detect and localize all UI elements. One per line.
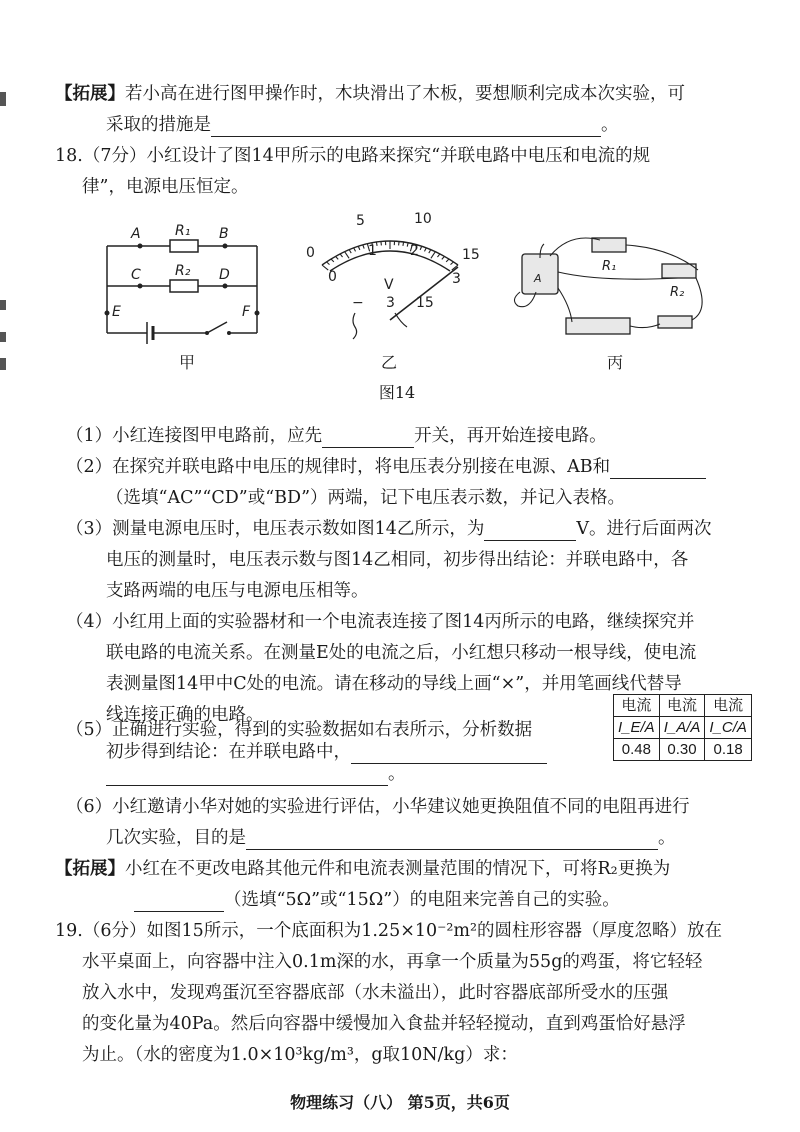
dial-tick xyxy=(437,254,439,257)
q18-part-5 xyxy=(66,718,532,742)
label-a: A xyxy=(131,226,141,242)
dial-tick xyxy=(429,250,431,253)
answer-blank[interactable] xyxy=(322,427,414,448)
table-header: 电流 xyxy=(614,695,660,717)
answer-blank[interactable] xyxy=(351,743,547,764)
figure-label-yi: 乙 xyxy=(380,353,397,372)
q18-part-4b xyxy=(106,641,696,665)
switch xyxy=(658,316,692,328)
dial-tick xyxy=(442,256,445,259)
dial-tick xyxy=(331,259,334,262)
photo-label-r2: R₂ xyxy=(670,285,685,300)
extension-2-line-1 xyxy=(55,857,670,881)
question-text: 联电路的电流关系。在测量E处的电流之后，小红想只移动一根导线，使电流 xyxy=(106,643,697,663)
q18-part-2 xyxy=(66,455,706,479)
extension-2-line-2 xyxy=(134,888,620,912)
dial-tick xyxy=(340,254,342,257)
dial-label-0-inner: 0 xyxy=(328,269,337,285)
terminal-3: 3 xyxy=(386,295,395,311)
figure-label-bing: 丙 xyxy=(606,353,623,372)
question-19-line-2 xyxy=(82,950,702,974)
label-f: F xyxy=(242,304,251,320)
voltmeter-dial-yi xyxy=(300,205,480,340)
sentence-end: 。 xyxy=(601,115,619,135)
table-cell: 0.18 xyxy=(705,739,752,761)
node-b xyxy=(223,244,228,249)
wire-end xyxy=(395,313,407,327)
label-e: E xyxy=(112,304,121,320)
figure-caption: 图14 xyxy=(378,383,416,402)
dial-tick xyxy=(424,248,426,252)
extension-line-2 xyxy=(106,113,619,137)
voltmeter-unit: V xyxy=(384,277,394,293)
q18-part-3 xyxy=(66,517,712,541)
switch-contact xyxy=(227,331,231,335)
answer-blank[interactable] xyxy=(610,458,706,479)
question-text: 电压的测量时，电压表示数与图14乙相同，初步得出结论：并联电路中，各 xyxy=(106,550,689,570)
node-a xyxy=(138,244,143,249)
sentence-end: 。 xyxy=(388,764,406,784)
q18-part-4c xyxy=(106,672,682,696)
question-19-line-5 xyxy=(82,1043,518,1067)
question-text: （选填“AC”“CD”或“BD”）两端，记下电压表示数，并记入表格。 xyxy=(106,488,626,508)
dial-tick xyxy=(451,262,454,265)
table-header: 电流 xyxy=(705,695,752,717)
terminal-15: 15 xyxy=(416,295,434,311)
question-text: 为止。（水的密度为1.0×10³kg/m³，g取10N/kg）求： xyxy=(82,1045,518,1065)
margin-mark xyxy=(0,358,6,370)
battery-box xyxy=(566,318,630,334)
figure-label-jia: 甲 xyxy=(178,353,195,372)
dial-tick xyxy=(327,262,330,265)
dial-ticks xyxy=(322,241,458,270)
terminal-negative: − xyxy=(352,295,364,311)
question-text: （选填“5Ω”或“15Ω”）的电阻来完善自己的实验。 xyxy=(224,890,620,910)
sentence-end: 。 xyxy=(658,828,676,848)
question-19-line-4 xyxy=(82,1012,686,1036)
table-header: 电流 xyxy=(659,695,705,717)
question-19-line-1 xyxy=(55,919,722,943)
node-f xyxy=(255,311,260,316)
circuit-diagram-jia xyxy=(95,218,275,348)
q18-part-2b xyxy=(106,486,625,510)
answer-blank[interactable] xyxy=(484,520,576,541)
question-text: 几次实验，目的是 xyxy=(106,828,246,848)
question-text: 线连接正确的电路。 xyxy=(106,705,264,725)
question-18-header xyxy=(55,144,650,168)
dial-label-3: 3 xyxy=(452,271,461,287)
answer-blank[interactable] xyxy=(106,765,388,786)
node-e xyxy=(105,311,110,316)
dial-tick xyxy=(363,245,364,249)
dial-tick xyxy=(403,242,404,246)
question-text: （3）测量电源电压时，电压表示数如图14乙所示，为 xyxy=(66,519,485,539)
q18-part-6 xyxy=(66,795,690,819)
dial-tick xyxy=(431,252,435,259)
dial-tick xyxy=(420,246,422,250)
label-b: B xyxy=(219,226,229,242)
dial-label-5: 5 xyxy=(356,213,365,229)
q18-part-3b xyxy=(106,548,688,572)
margin-mark xyxy=(0,332,6,342)
current-data-table xyxy=(613,694,752,761)
dial-label-0-outer: 0 xyxy=(306,245,315,261)
margin-mark xyxy=(0,300,6,310)
question-text: 19.（6分）如图15所示，一个底面积为1.25×10⁻²m²的圆柱形容器（厚度忽略）放在 xyxy=(55,921,722,941)
question-text: V。进行后面两次 xyxy=(576,519,712,539)
table-subheader: I_A/A xyxy=(659,717,705,739)
answer-blank[interactable] xyxy=(211,116,601,137)
label-r2: R₂ xyxy=(175,263,191,279)
question-text: 表测量图14甲中C处的电流。请在移动的导线上画“×”，并用笔画线代替导 xyxy=(106,674,682,694)
q18-part-5c xyxy=(106,762,406,786)
question-text: 18.（7分）小红设计了图14甲所示的电路来探究“并联电路中电压和电流的规 xyxy=(55,146,651,166)
extension-text: 若小高在进行图甲操作时，木块滑出了木板，要想顺利完成本次实验，可 xyxy=(125,84,685,104)
question-text: 支路两端的电压与电源电压相等。 xyxy=(106,581,369,601)
dial-tick xyxy=(345,252,349,259)
label-d: D xyxy=(219,267,230,283)
dial-tick xyxy=(336,256,339,259)
question-text: 律”，电源电压恒定。 xyxy=(82,177,249,197)
table-cell: 0.30 xyxy=(659,739,705,761)
question-text: 放入水中，发现鸡蛋沉至容器底部（水未溢出），此时容器底部所受水的压强 xyxy=(82,983,669,1003)
photo-label-a: A xyxy=(534,272,542,285)
physical-circuit-bing xyxy=(510,222,720,347)
dial-label-2: 2 xyxy=(410,243,419,259)
node-c xyxy=(138,284,143,289)
table-subheader: I_E/A xyxy=(614,717,660,739)
resistor-r1 xyxy=(592,238,626,252)
switch-pivot xyxy=(205,331,209,335)
question-text: 的变化量为40Pa。然后向容器中缓慢加入食盐并轻轻搅动，直到鸡蛋恰好悬浮 xyxy=(82,1014,686,1034)
q18-part-4 xyxy=(66,610,694,634)
extension-bracket: 【拓展】 xyxy=(55,859,125,879)
question-19-line-3 xyxy=(82,981,668,1005)
question-text: 水平桌面上，向容器中注入0.1m深的水，再拿一个质量为55g的鸡蛋，将它轻轻 xyxy=(82,952,703,972)
answer-blank[interactable] xyxy=(246,829,658,850)
question-text: （6）小红邀请小华对她的实验进行评估，小华建议她更换阻值不同的电阻再进行 xyxy=(66,797,690,817)
dial-label-10: 10 xyxy=(414,211,432,227)
question-text: （1）小红连接图甲电路前，应先 xyxy=(66,426,323,446)
node-d xyxy=(223,284,228,289)
wire-end xyxy=(353,313,357,339)
question-text: （2）在探究并联电路中电压的规律时，将电压表分别接在电源、AB和 xyxy=(66,457,611,477)
photo-label-r1: R₁ xyxy=(602,259,617,274)
extension-line-1 xyxy=(55,82,685,106)
page-footer: 物理练习（八） 第5页，共6页 xyxy=(290,1093,510,1112)
question-text: （5）正确进行实验，得到的实验数据如右表所示，分析数据 xyxy=(66,720,533,740)
q18-part-1 xyxy=(66,424,607,448)
dial-label-1: 1 xyxy=(368,243,377,259)
question-text: 开关，再开始连接电路。 xyxy=(414,426,607,446)
dial-tick xyxy=(349,250,351,253)
dial-tick xyxy=(407,243,408,247)
q18-part-3c xyxy=(106,579,369,603)
resistor-r2 xyxy=(662,264,696,278)
question-text: 初步得到结论：在并联电路中， xyxy=(106,742,351,762)
question-18-header-2 xyxy=(82,175,248,199)
table-cell: 0.48 xyxy=(614,739,660,761)
margin-mark xyxy=(0,92,6,106)
dial-tick xyxy=(446,259,449,262)
dial-tick xyxy=(358,246,360,250)
dial-pointer xyxy=(390,267,458,320)
question-text: （4）小红用上面的实验器材和一个电流表连接了图14丙所示的电路，继续探究并 xyxy=(66,612,695,632)
question-text: 小红在不更改电路其他元件和电流表测量范围的情况下，可将R₂更换为 xyxy=(125,859,671,879)
extension-bracket: 【拓展】 xyxy=(55,84,125,104)
q18-part-6b xyxy=(106,826,676,850)
extension-text: 采取的措施是 xyxy=(106,115,211,135)
q18-part-5b xyxy=(106,740,547,764)
answer-blank[interactable] xyxy=(134,891,224,912)
table-subheader: I_C/A xyxy=(705,717,752,739)
dial-label-15: 15 xyxy=(462,247,480,263)
label-c: C xyxy=(131,267,141,283)
label-r1: R₁ xyxy=(175,223,191,239)
dial-tick xyxy=(354,248,356,252)
